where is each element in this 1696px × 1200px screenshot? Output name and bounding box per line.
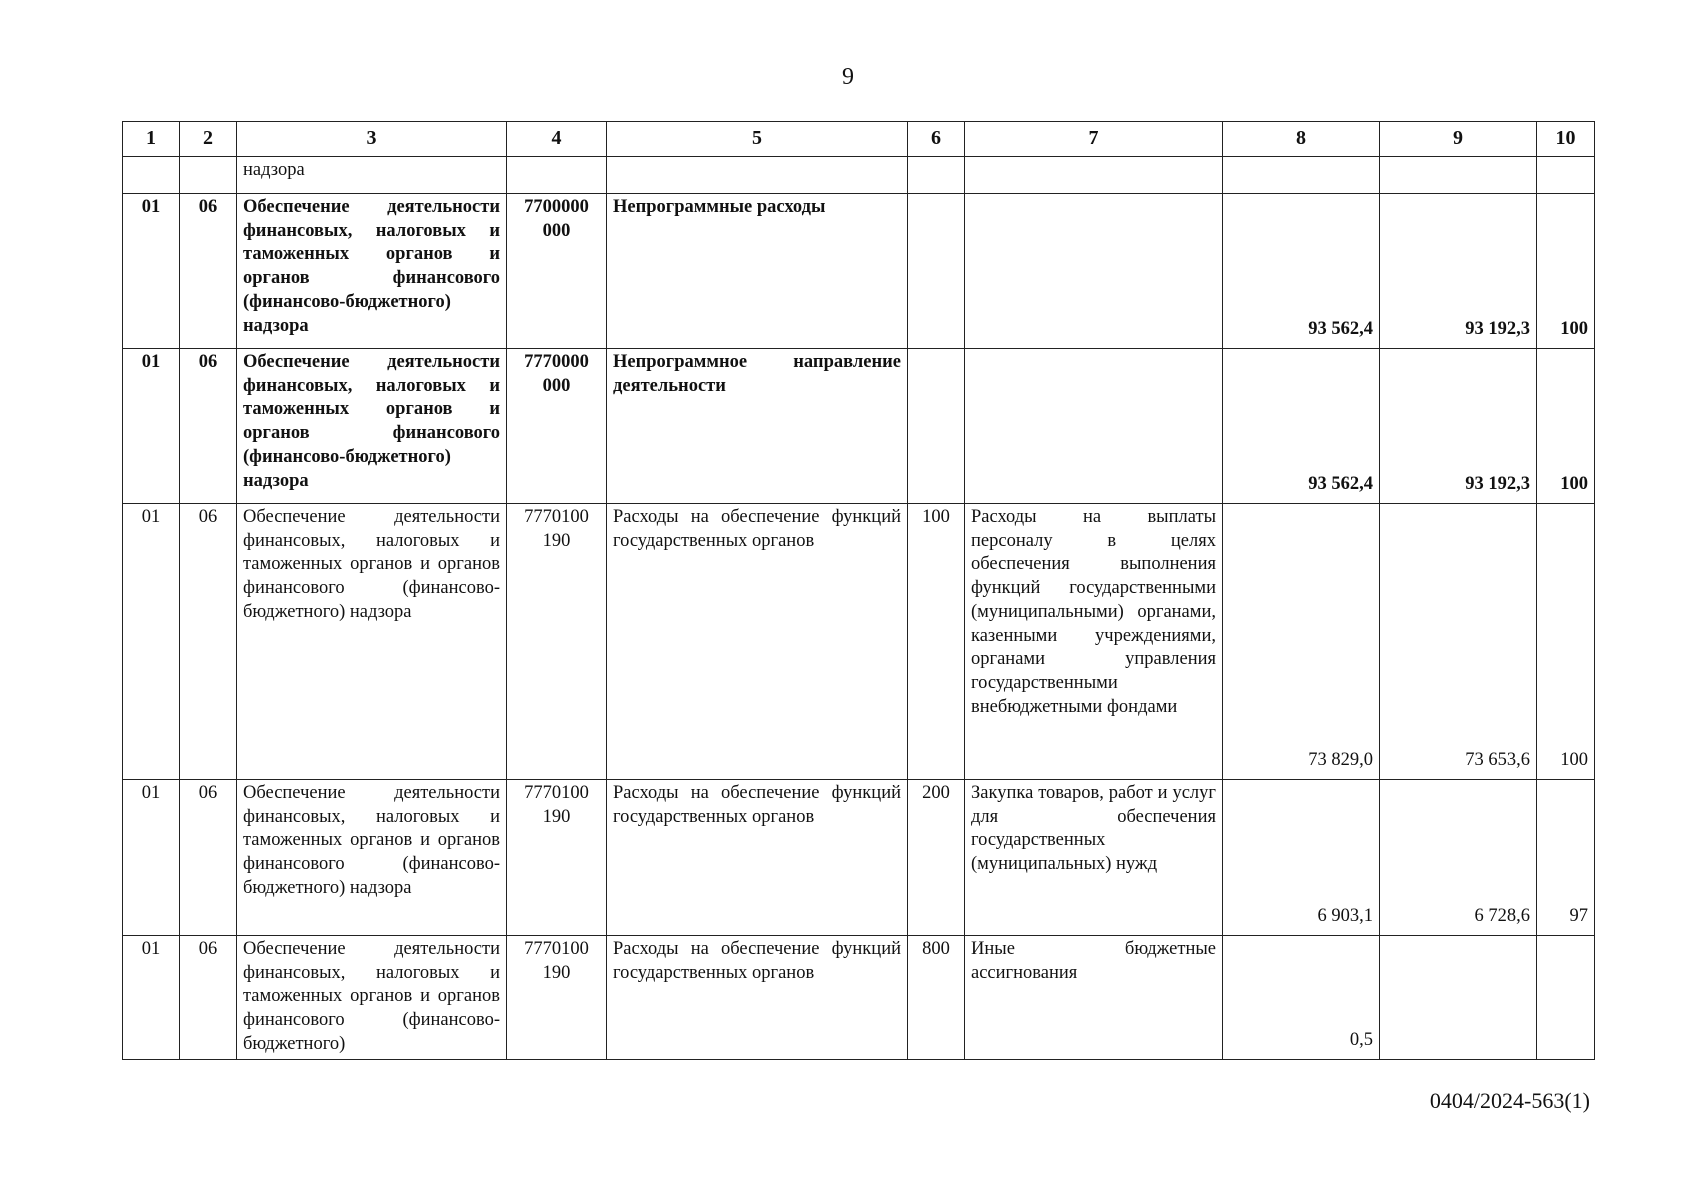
table-row <box>123 349 1595 504</box>
cell-target-code: 7770100 190 <box>507 936 607 1060</box>
cell-subsection: 06 <box>180 194 237 349</box>
cell-target-code <box>507 157 607 194</box>
table-row <box>123 504 1595 780</box>
cell-percent <box>1537 936 1595 1060</box>
cell-name: Обеспечение деятельности финансовых, налоговых и таможенных органов и органов финансового (финансово-бюджетного) надзора <box>237 194 507 349</box>
page-number: 9 <box>842 64 854 90</box>
cell-expense-name: Иные бюджетные ассигнования <box>965 936 1223 1060</box>
cell-expense-type: 200 <box>908 780 965 936</box>
cell-executed: 73 653,6 <box>1380 504 1537 780</box>
cell-subsection <box>180 157 237 194</box>
cell-target-name: Непрограммное направление деятельности <box>607 349 908 504</box>
column-header: 5 <box>607 122 908 157</box>
cell-planned: 93 562,4 <box>1223 349 1380 504</box>
cell-percent: 100 <box>1537 194 1595 349</box>
column-header: 3 <box>237 122 507 157</box>
cell-executed <box>1380 157 1537 194</box>
cell-expense-type: 100 <box>908 504 965 780</box>
cell-target-name: Расходы на обеспечение функций государственных органов <box>607 780 908 936</box>
table-row <box>123 936 1595 1060</box>
cell-target-code: 7770100 190 <box>507 504 607 780</box>
cell-target-code: 7770100 190 <box>507 780 607 936</box>
column-header: 10 <box>1537 122 1595 157</box>
cell-expense-name: Закупка товаров, работ и услуг для обеспечения государственных (муниципальных) нужд <box>965 780 1223 936</box>
cell-section: 01 <box>123 504 180 780</box>
cell-expense-name <box>965 157 1223 194</box>
cell-planned: 6 903,1 <box>1223 780 1380 936</box>
cell-section: 01 <box>123 780 180 936</box>
budget-table <box>122 121 1595 1060</box>
cell-target-name: Непрограммные расходы <box>607 194 908 349</box>
cell-expense-type: 800 <box>908 936 965 1060</box>
cell-target-name: Расходы на обеспечение функций государственных органов <box>607 504 908 780</box>
cell-expense-name: Расходы на выплаты персоналу в целях обеспечения выполнения функций государственными (муниципальными) органами, казенными учреждениями, органами управления государственными внебюджетными фондами <box>965 504 1223 780</box>
cell-executed: 6 728,6 <box>1380 780 1537 936</box>
table-row <box>123 780 1595 936</box>
cell-section <box>123 157 180 194</box>
cell-section: 01 <box>123 194 180 349</box>
cell-planned: 73 829,0 <box>1223 504 1380 780</box>
cell-percent: 97 <box>1537 780 1595 936</box>
cell-target-code: 7770000 000 <box>507 349 607 504</box>
cell-expense-name <box>965 349 1223 504</box>
cell-subsection: 06 <box>180 936 237 1060</box>
cell-planned: 93 562,4 <box>1223 194 1380 349</box>
column-header: 4 <box>507 122 607 157</box>
table-row <box>123 194 1595 349</box>
cell-target-code: 7700000 000 <box>507 194 607 349</box>
cell-name: Обеспечение деятельности финансовых, налоговых и таможенных органов и органов финансового (финансово-бюджетного) <box>237 936 507 1060</box>
cell-section: 01 <box>123 936 180 1060</box>
column-header: 8 <box>1223 122 1380 157</box>
cell-name: Обеспечение деятельности финансовых, налоговых и таможенных органов и органов финансового (финансово-бюджетного) надзора <box>237 780 507 936</box>
table-row <box>123 157 1595 194</box>
cell-subsection: 06 <box>180 780 237 936</box>
cell-expense-type <box>908 194 965 349</box>
column-header: 9 <box>1380 122 1537 157</box>
cell-executed: 93 192,3 <box>1380 194 1537 349</box>
cell-name: Обеспечение деятельности финансовых, налоговых и таможенных органов и органов финансового (финансово-бюджетного) надзора <box>237 504 507 780</box>
cell-executed <box>1380 936 1537 1060</box>
header-row <box>123 122 1595 157</box>
cell-name: Обеспечение деятельности финансовых, налоговых и таможенных органов и органов финансового (финансово-бюджетного) надзора <box>237 349 507 504</box>
cell-expense-type <box>908 349 965 504</box>
cell-planned: 0,5 <box>1223 936 1380 1060</box>
cell-subsection: 06 <box>180 504 237 780</box>
cell-expense-type <box>908 157 965 194</box>
cell-name: надзора <box>237 157 507 194</box>
column-header: 7 <box>965 122 1223 157</box>
cell-expense-name <box>965 194 1223 349</box>
cell-section: 01 <box>123 349 180 504</box>
cell-subsection: 06 <box>180 349 237 504</box>
cell-percent <box>1537 157 1595 194</box>
cell-percent: 100 <box>1537 504 1595 780</box>
column-header: 2 <box>180 122 237 157</box>
document-code: 0404/2024-563(1) <box>1429 1088 1590 1113</box>
cell-executed: 93 192,3 <box>1380 349 1537 504</box>
cell-target-name: Расходы на обеспечение функций государственных органов <box>607 936 908 1060</box>
cell-target-name <box>607 157 908 194</box>
column-header: 1 <box>123 122 180 157</box>
cell-planned <box>1223 157 1380 194</box>
cell-percent: 100 <box>1537 349 1595 504</box>
column-header: 6 <box>908 122 965 157</box>
